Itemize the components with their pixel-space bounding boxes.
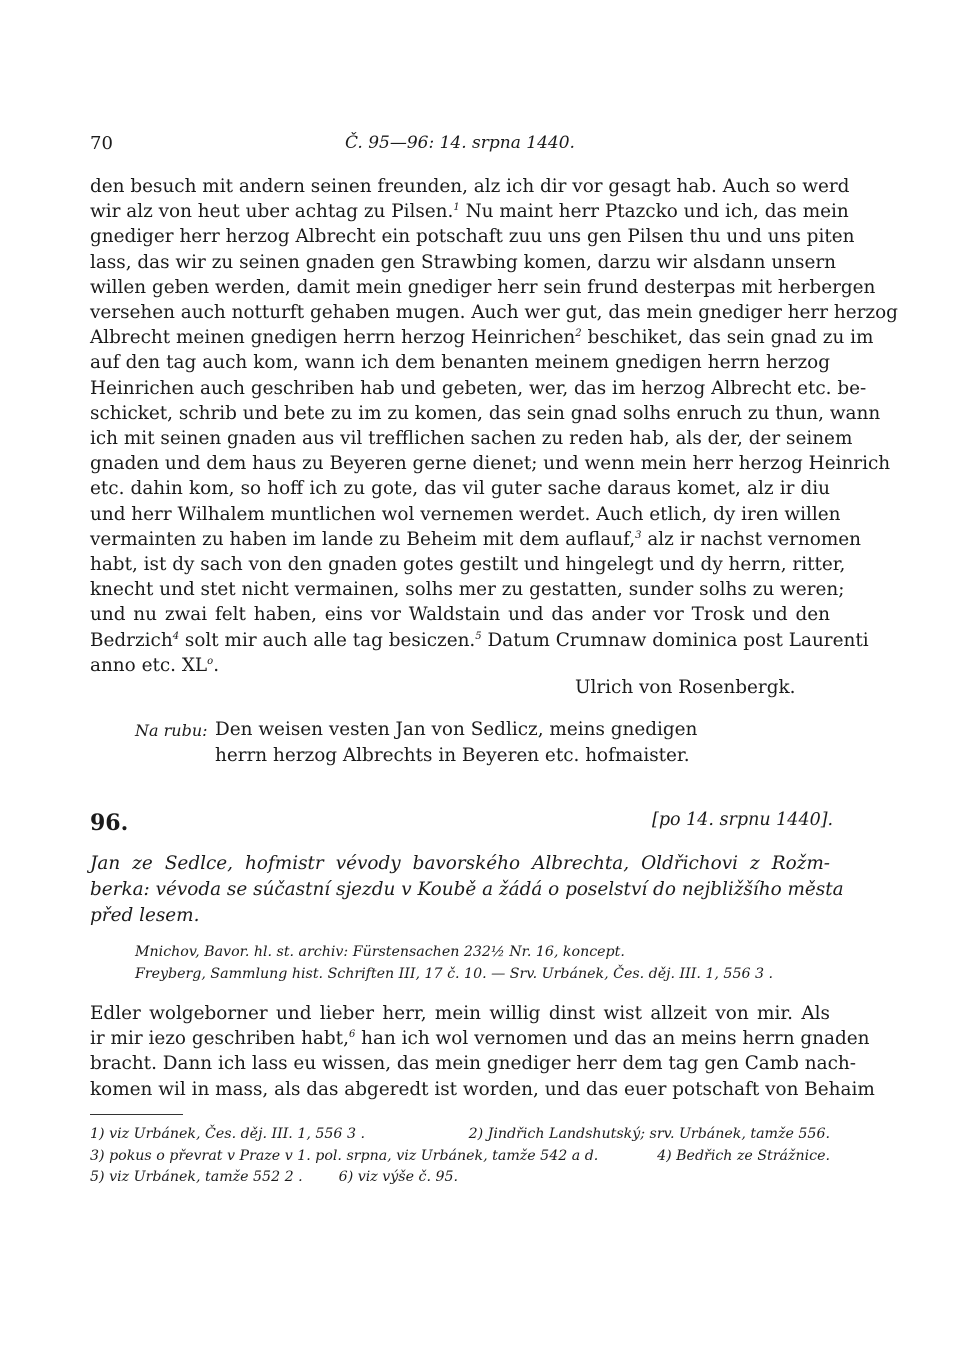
address-line: Den weisen vesten Jan von Sedlicz, meins gnedigen [215, 719, 698, 740]
text-line: ir mir iezo geschriben habt,$^6$ han ich wol vernomen und das an meins herrn gnaden [90, 1028, 870, 1050]
footnote-line [90, 1167, 830, 1189]
address-text [215, 717, 697, 769]
text-line: lass, das wir zu seinen gnaden gen Strawbing komen, darzu wir alsdann unsern [90, 251, 837, 273]
footnote-ref: 6 [348, 1029, 356, 1041]
footnote: 6) viz výše č. 95. [338, 1169, 459, 1185]
footnote: 4) Bedřich ze Strážnice. [657, 1147, 830, 1164]
text-line: schicket, schrib und bete zu im zu komen, das sein gnad solhs enruch zu thun, wann [90, 402, 881, 424]
footnotes [90, 1124, 830, 1189]
text-line: anno etc. $XL^o$. [90, 654, 220, 676]
text-line: habt, ist dy sach von den gnaden gotes gestilt und hingelegt und dy herrn, ritter, [90, 554, 846, 576]
text-line: und nu zwai felt haben, eins vor Waldstain und das ander vor Trosk und den [90, 604, 830, 626]
footnote: 3) pokus o převrat v Praze v 1. pol. srpna, viz Urbánek, tamže 542 a d. [90, 1147, 599, 1164]
footnote-line [90, 1124, 830, 1146]
letter-95-text [90, 174, 898, 678]
footnote: 5) viz Urbánek, tamže 552 2 . [90, 1169, 303, 1185]
text-line: versehen auch notturft gehaben mugen. Auch wer gut, das mein gnediger herr herzog [90, 302, 898, 324]
footnote: 2) Jindřich Landshutský; srv. Urbánek, tamže 556. [468, 1126, 830, 1142]
letter-96-text [90, 1001, 875, 1102]
footnote-ref: 1 [453, 202, 460, 214]
text-line: komen wil in mass, als das abgeredt ist worden, und das euer potschaft von Behaim [90, 1078, 875, 1100]
text-line: bracht. Dann ich lass eu wissen, das mein gnediger herr dem tag gen Camb nach- [90, 1053, 856, 1075]
text-line: Albrecht meinen gnedigen herrn herzog Heinrichen$^2$ beschiket, das sein gnad zu im [90, 327, 874, 349]
text-line: und herr Wilhalem muntlichen wol vernemen werdet. Auch etlich, dy iren willen [90, 503, 841, 525]
address-line: herrn herzog Albrechts in Beyeren etc. hofmaister. [215, 745, 690, 766]
text-line: gnaden und dem haus zu Beyeren gerne dienet; und wenn mein herr herzog Heinrich [90, 453, 891, 475]
regest-line: berka: vévoda se súčastní sjezdu v Koubě a žádá o poselství do nejbližšího města [90, 879, 844, 900]
footnote-ref: 3 [635, 529, 642, 541]
footnote-ref: 5 [475, 630, 482, 642]
text-line: Bedrzich$^4$ solt mir auch alle tag besiczen.$^5$ Datum Crumnaw dominica post Laurenti [90, 629, 869, 651]
footnote: 1) viz Urbánek, Čes. děj. III. 1, 556 3 . [90, 1126, 366, 1142]
document-date: [po 14. srpnu 1440]. [652, 810, 834, 830]
text-line: vermainten zu haben im lande zu Beheim mit dem auflauf,$^3$ alz ir nachst vernomen [90, 528, 862, 550]
page-number: 70 [90, 133, 113, 154]
footnote-ref: 2 [575, 328, 582, 340]
source-line: Freyberg, Sammlung hist. Schriften III, 17 č. 10. — Srv. Urbánek, Čes. děj. III. 1, 556 3 . [135, 966, 774, 982]
text-line: den besuch mit andern seinen freunden, alz ich dir vor gesagt hab. Auch so werd [90, 176, 850, 197]
text-line: Heinrichen auch geschriben hab und gebeten, wer, das im herzog Albrecht etc. be- [90, 377, 867, 399]
text-line: willen geben werden, damit mein gnediger herr sein frund desterpas mit herbergen [90, 276, 876, 298]
footnote-ref: o [207, 655, 214, 667]
footnote-line [90, 1146, 830, 1168]
regest [90, 851, 844, 929]
signature: Ulrich von Rosenbergk. [575, 677, 796, 698]
address-label: Na rubu: [135, 721, 208, 740]
document-number: 96. [90, 810, 129, 836]
running-head: Č. 95—96: 14. srpna 1440. [345, 133, 575, 153]
text-line: wir alz von heut uber achtag zu Pilsen.$^1$ Nu maint herr Ptazcko und ich, das mein [90, 201, 849, 223]
text-line: auf den tag auch kom, wann ich dem benanten meinem gnedigen herrn herzog [90, 352, 830, 374]
regest-line: před lesem. [90, 905, 200, 926]
text-line: etc. dahin kom, so hoff ich zu gote, das vil guter sache daraus komet, alz ir diu [90, 478, 830, 500]
text-line: knecht und stet nicht vermainen, solhs mer zu gestatten, sunder solhs zu weren; [90, 579, 845, 601]
regest-line: Jan ze Sedlce, hofmistr vévody bavorského Albrechta, Oldřichovi z Rožm- [90, 853, 830, 874]
text-line: Edler wolgeborner und lieber herr, mein willig dinst wist allzeit von mir. Als [90, 1003, 830, 1024]
footnote-ref: 4 [172, 630, 180, 642]
source-line: Mnichov, Bavor. hl. st. archiv: Fürstensachen 232½ Nr. 16, koncept. [135, 944, 625, 960]
text-line: gnediger herr herzog Albrecht ein potschaft zuu uns gen Pilsen thu und uns piten [90, 226, 855, 248]
footnote-rule [90, 1114, 183, 1115]
text-line: ich mit seinen gnaden aus vil trefflichen sachen zu reden hab, als der, der seinem [90, 428, 853, 450]
